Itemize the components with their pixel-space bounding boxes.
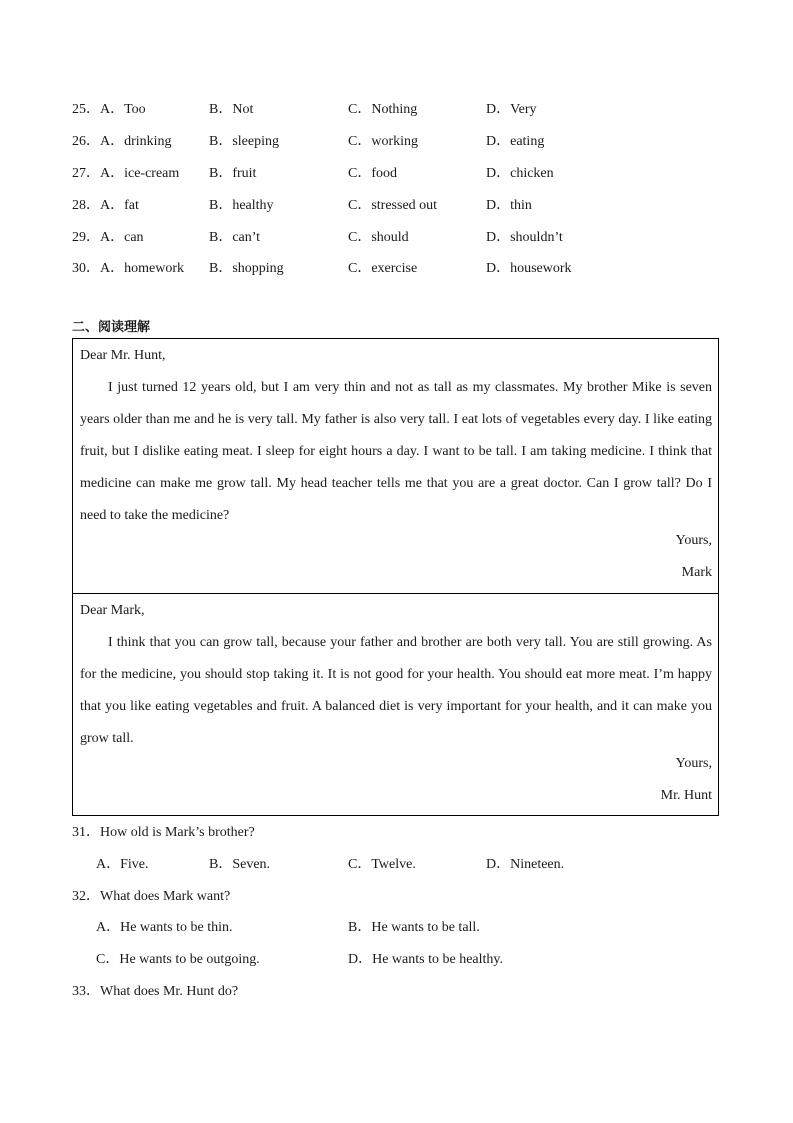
option-c: C．food [348,166,397,181]
option-b: B．can’t [209,230,261,245]
letter-closing: Yours, [675,533,712,548]
option-d: D．housework [486,261,572,276]
question-33: 33．What does Mr. Hunt do? [72,984,239,999]
question-31: 31．How old is Mark’s brother? [72,825,255,840]
letter-body: I think that you can grow tall, because your father and brother are both very tall. You are still growing. As for the medicine, you should stop taking it. It is not good for your health. You should eat more meat. I’m happy that you like eating vegetables and fruit. A balanced diet is very important for your health, and it can make you grow tall. [80,635,712,746]
option-d: D．Very [486,102,537,117]
q31-option-a: A．Five. [96,857,149,872]
letter-signature: Mark [681,565,712,580]
question-number: 28． [72,198,100,213]
letter-greeting: Dear Mr. Hunt, [80,348,166,363]
option-d: D．chicken [486,166,554,181]
option-c: C．working [348,134,418,149]
option-d: D．thin [486,198,532,213]
q32-option-b: B．He wants to be tall. [348,920,480,935]
option-a: A．homework [100,261,184,276]
option-c: C．exercise [348,261,418,276]
option-b: B．fruit [209,166,257,181]
letter-body: I just turned 12 years old, but I am very thin and not as tall as my classmates. My brother Mike is seven years older than me and he is very tall. My father is also very tall. I eat lots of vegetables every day. I like eating fruit, but I dislike eating meat. I sleep for eight hours a day. I want to be tall. I am taking medicine. I think that medicine can make me grow tall. My head teacher tells me that you are a great doctor. Can I grow tall? Do I need to take the medicine? [80,380,712,523]
question-number: 27． [72,166,100,181]
section-title: 二、阅读理解 [72,320,151,335]
question-number: 29． [72,230,100,245]
option-c: C．Nothing [348,102,418,117]
q32-option-d: D．He wants to be healthy. [348,952,503,967]
option-a: A．Too [100,102,146,117]
question-number: 30． [72,261,100,276]
q31-option-c: C．Twelve. [348,857,416,872]
letter-from-mark [72,338,719,594]
letter-closing: Yours, [675,756,712,771]
question-number: 26． [72,134,100,149]
option-d: D．shouldn’t [486,230,563,245]
option-b: B．sleeping [209,134,279,149]
q32-option-a: A．He wants to be thin. [96,920,233,935]
letter-signature: Mr. Hunt [660,788,712,803]
q31-option-b: B．Seven. [209,857,271,872]
option-b: B．healthy [209,198,274,213]
question-32: 32．What does Mark want? [72,889,231,904]
option-b: B．shopping [209,261,284,276]
option-a: A．ice-cream [100,166,180,181]
option-a: A．fat [100,198,139,213]
question-number: 25． [72,102,100,117]
option-a: A．can [100,230,144,245]
letter-greeting: Dear Mark, [80,603,145,618]
q32-option-c: C．He wants to be outgoing. [96,952,260,967]
option-a: A．drinking [100,134,172,149]
option-d: D．eating [486,134,545,149]
option-c: C．should [348,230,409,245]
option-c: C．stressed out [348,198,438,213]
option-b: B．Not [209,102,254,117]
letter-from-mr-hunt [72,593,719,816]
q31-option-d: D．Nineteen. [486,857,565,872]
